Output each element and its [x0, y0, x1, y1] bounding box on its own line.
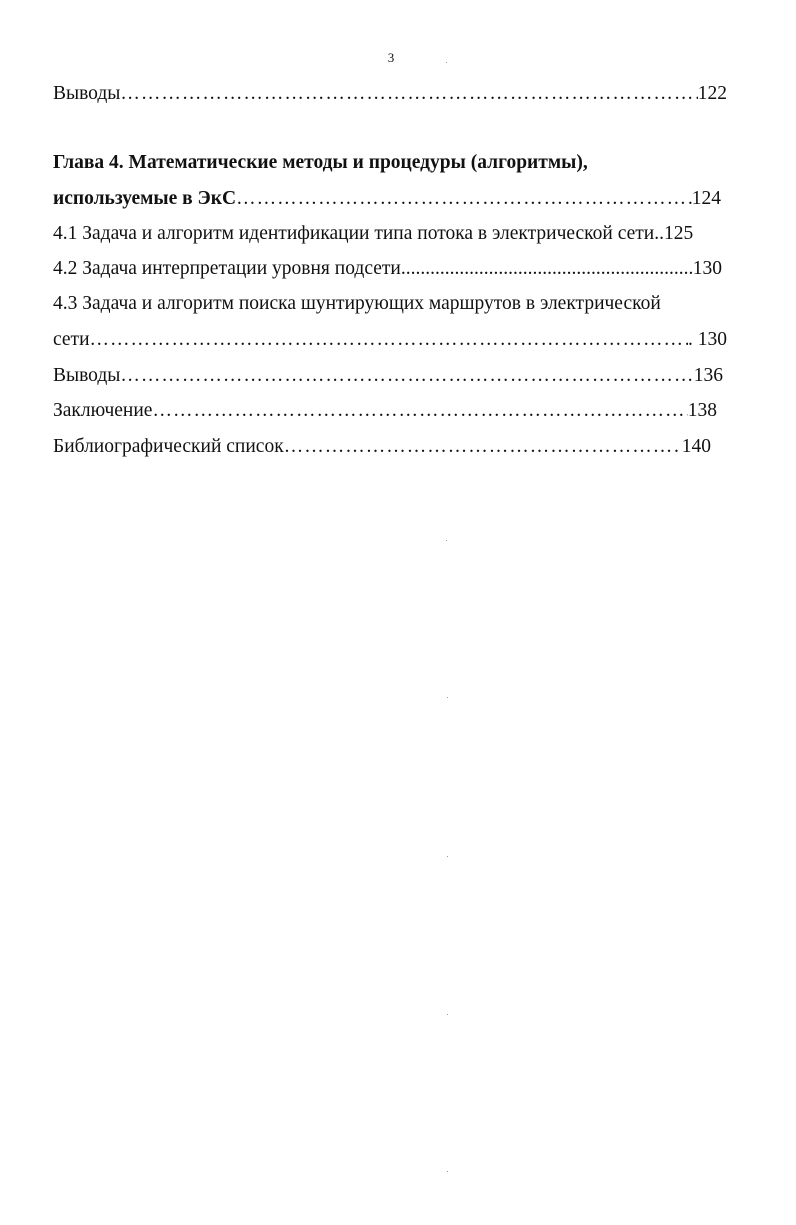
toc-entry-conclusions-ch3	[53, 82, 727, 106]
toc-chapter-4-heading	[53, 151, 588, 175]
toc-entry-title: 4.2 Задача интерпретации уровня подсети	[53, 258, 401, 279]
scan-speck	[447, 1014, 448, 1015]
toc-entry-page: 130	[692, 258, 722, 279]
toc-entry-page: 124	[691, 188, 721, 209]
toc-entry-title: 4.3 Задача и алгоритм поиска шунтирующих маршрутов в электрической	[53, 293, 661, 314]
toc-entry-title: Выводы	[53, 365, 121, 386]
toc-entry-title: Заключение	[53, 400, 153, 421]
toc-entry-4-1	[53, 222, 729, 246]
scan-speck	[447, 697, 448, 698]
toc-entry-page: 122	[697, 83, 727, 104]
toc-entry-title: 4.1 Задача и алгоритм идентификации типа потока в электрической сети	[53, 223, 655, 244]
dot-leader	[236, 187, 692, 211]
toc-entry-conclusions-ch4	[53, 364, 723, 388]
toc-entry-conclusion	[53, 399, 717, 423]
toc-entry-page: 136	[693, 365, 723, 386]
toc-entry-title: используемые в ЭкС	[53, 188, 237, 209]
toc-entry-4-2	[53, 257, 722, 281]
toc-entry-title: сети	[53, 329, 90, 350]
toc-entry-4-3-continued	[53, 328, 727, 352]
page-number: 3	[387, 50, 395, 65]
toc-entry-page: . 130	[688, 329, 727, 350]
dot-leader	[120, 82, 697, 106]
scan-speck	[446, 540, 447, 541]
dot-leader	[401, 257, 693, 281]
toc-entry-bibliography	[53, 435, 711, 459]
toc-entry-title: Глава 4. Математические методы и процедуры (алгоритмы),	[53, 152, 588, 173]
toc-entry-title: Выводы	[53, 83, 121, 104]
scan-speck	[447, 1171, 448, 1172]
toc-entry-4-3	[53, 292, 661, 316]
toc-entry-title: Библиографический список	[53, 436, 284, 457]
toc-entry-page: ..125	[654, 223, 694, 244]
dot-leader	[120, 364, 693, 388]
dot-leader	[90, 328, 688, 352]
scan-speck	[447, 856, 448, 857]
toc-entry-page: 140	[681, 436, 711, 457]
dot-leader	[284, 435, 682, 459]
dot-leader	[152, 399, 687, 423]
toc-entry-page: 138	[687, 400, 717, 421]
toc-chapter-4-heading-continued	[53, 187, 721, 211]
scan-speck	[446, 62, 447, 63]
